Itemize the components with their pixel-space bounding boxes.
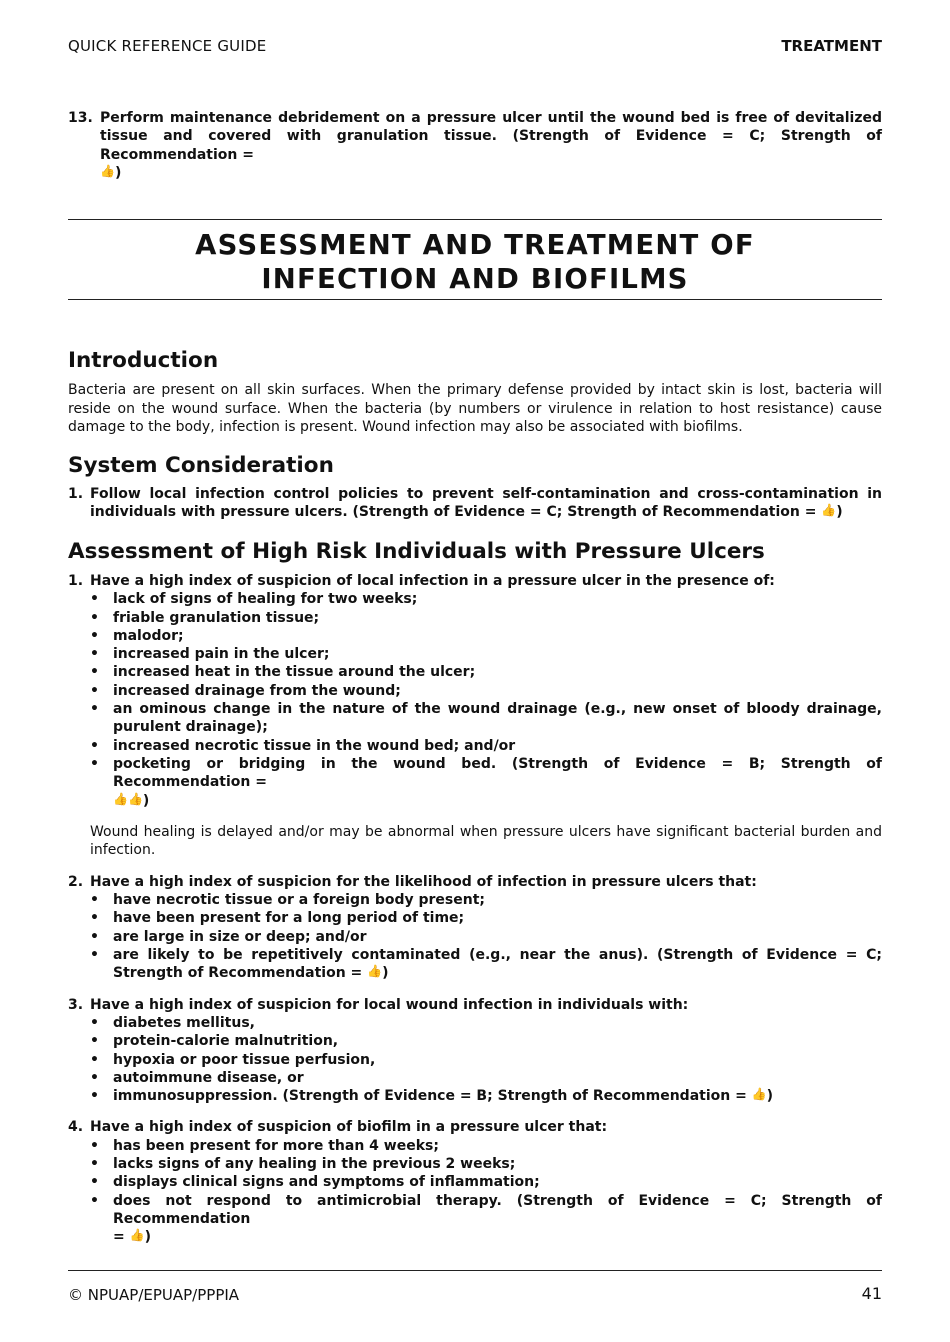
item-number: 2. <box>68 873 84 890</box>
item-text: Perform maintenance debridement on a pressure ulcer until the wound bed is free of devitalized tissue and covered with granulation tissue. (Strength of Evidence = C; Strength of Recommendation = 👍) <box>100 110 882 181</box>
footer-copyright: © NPUAP/EPUAP/PPPIA <box>68 1286 240 1304</box>
document-page <box>68 0 882 1342</box>
item-lead: Have a high index of suspicion of biofilm in a pressure ulcer that: <box>90 1119 608 1136</box>
list-item: • pocketing or bridging in the wound bed. (Strength of Evidence = B; Strength of Recommendation = 👍👍) <box>90 755 882 809</box>
introduction-section <box>68 347 882 437</box>
assessment-item-1 <box>68 572 882 860</box>
thumbs-up-icon: 👍 <box>129 1228 145 1243</box>
list-item: • hypoxia or poor tissue perfusion, <box>90 1051 376 1068</box>
list-item: • does not respond to antimicrobial therapy. (Strength of Evidence = C; Strength of Recommendation = 👍) <box>90 1192 882 1246</box>
introduction-heading: Introduction <box>68 348 219 373</box>
thumbs-up-icon: 👍 <box>751 1087 767 1102</box>
section-title <box>68 228 882 296</box>
bullet-list <box>90 891 882 982</box>
item-lead: Have a high index of suspicion for local wound infection in individuals with: <box>90 996 689 1013</box>
list-item: • increased pain in the ulcer; <box>90 646 330 663</box>
header-guide-title: QUICK REFERENCE GUIDE <box>68 37 267 55</box>
list-item: • lack of signs of healing for two weeks; <box>90 591 418 608</box>
item-lead: Have a high index of suspicion for the likelihood of infection in pressure ulcers that: <box>90 873 757 890</box>
section-title-line1: ASSESSMENT AND TREATMENT OF <box>195 229 755 261</box>
list-item: • malodor; <box>90 627 184 644</box>
bullet-list <box>90 1014 882 1105</box>
thumbs-up-icon: 👍 <box>367 964 383 979</box>
list-item: • immunosuppression. (Strength of Evidence = B; Strength of Recommendation = 👍) <box>90 1087 774 1105</box>
system-section <box>68 452 882 522</box>
section-title-line2: INFECTION AND BIOFILMS <box>261 263 689 295</box>
title-rule-bottom <box>68 299 882 300</box>
item-note: Wound healing is delayed and/or may be abnormal when pressure ulcers have significant bacterial burden and infection. <box>90 823 882 859</box>
list-item: • autoimmune disease, or <box>90 1069 304 1086</box>
system-heading: System Consideration <box>68 453 334 478</box>
list-item: • have necrotic tissue or a foreign body present; <box>90 892 486 909</box>
running-header <box>68 37 882 57</box>
thumbs-up-icon: 👍👍 <box>113 791 143 806</box>
list-item: • increased heat in the tissue around the ulcer; <box>90 664 476 681</box>
bullet-list <box>90 1137 882 1247</box>
list-item: • increased drainage from the wound; <box>90 682 401 699</box>
footer-rule <box>68 1270 882 1271</box>
list-item: • has been present for more than 4 weeks; <box>90 1137 439 1154</box>
list-item: • lacks signs of any healing in the previous 2 weeks; <box>90 1156 516 1173</box>
list-item: • diabetes mellitus, <box>90 1014 255 1031</box>
introduction-text: Bacteria are present on all skin surfaces. When the primary defense provided by intact skin is lost, bacteria will reside on the wound surface. When the bacteria (by numbers or virulence in relation to host resistance) cause damage to the body, infection is present. Wound infection may also be associated with biofilms. <box>68 382 882 435</box>
page-number: 41 <box>861 1284 882 1303</box>
thumbs-up-icon: 👍 <box>100 163 115 178</box>
assessment-heading: Assessment of High Risk Individuals with Pressure Ulcers <box>68 539 765 564</box>
list-item: • protein-calorie malnutrition, <box>90 1033 339 1050</box>
assessment-section <box>68 538 882 1247</box>
item-number: 13. <box>68 110 93 126</box>
recommendation-13 <box>68 109 882 182</box>
assessment-item-4 <box>68 1118 882 1246</box>
item-text: Follow local infection control policies to prevent self-contamination and cross-contamination in individuals with pressure ulcers. (Strength of Evidence = C; Strength of Recommendation = 👍) <box>90 486 882 521</box>
thumbs-up-icon: 👍 <box>821 503 837 518</box>
list-item: • have been present for a long period of time; <box>90 910 465 927</box>
item-number: 1. <box>68 486 84 502</box>
assessment-item-3 <box>68 996 882 1106</box>
list-item: • are large in size or deep; and/or <box>90 928 367 945</box>
list-item: • are likely to be repetitively contaminated (e.g., near the anus). (Strength of Evidence = C; Strength of Recommendation = 👍) <box>90 947 882 982</box>
title-rule-top <box>68 219 882 220</box>
item-number: 1. <box>68 573 84 589</box>
item-number: 4. <box>68 1119 84 1136</box>
list-item: • increased necrotic tissue in the wound bed; and/or <box>90 737 516 754</box>
list-item: • friable granulation tissue; <box>90 609 320 626</box>
list-item: • displays clinical signs and symptoms of inflammation; <box>90 1174 540 1191</box>
assessment-item-2 <box>68 873 882 983</box>
item-number: 3. <box>68 996 84 1013</box>
header-section: TREATMENT <box>781 37 882 55</box>
system-item-1 <box>68 485 882 522</box>
list-item: • an ominous change in the nature of the wound drainage (e.g., new onset of bloody drainage, purulent drainage); <box>90 701 882 736</box>
item-lead: Have a high index of suspicion of local infection in a pressure ulcer in the presence of: <box>90 573 775 589</box>
bullet-list <box>90 590 882 810</box>
